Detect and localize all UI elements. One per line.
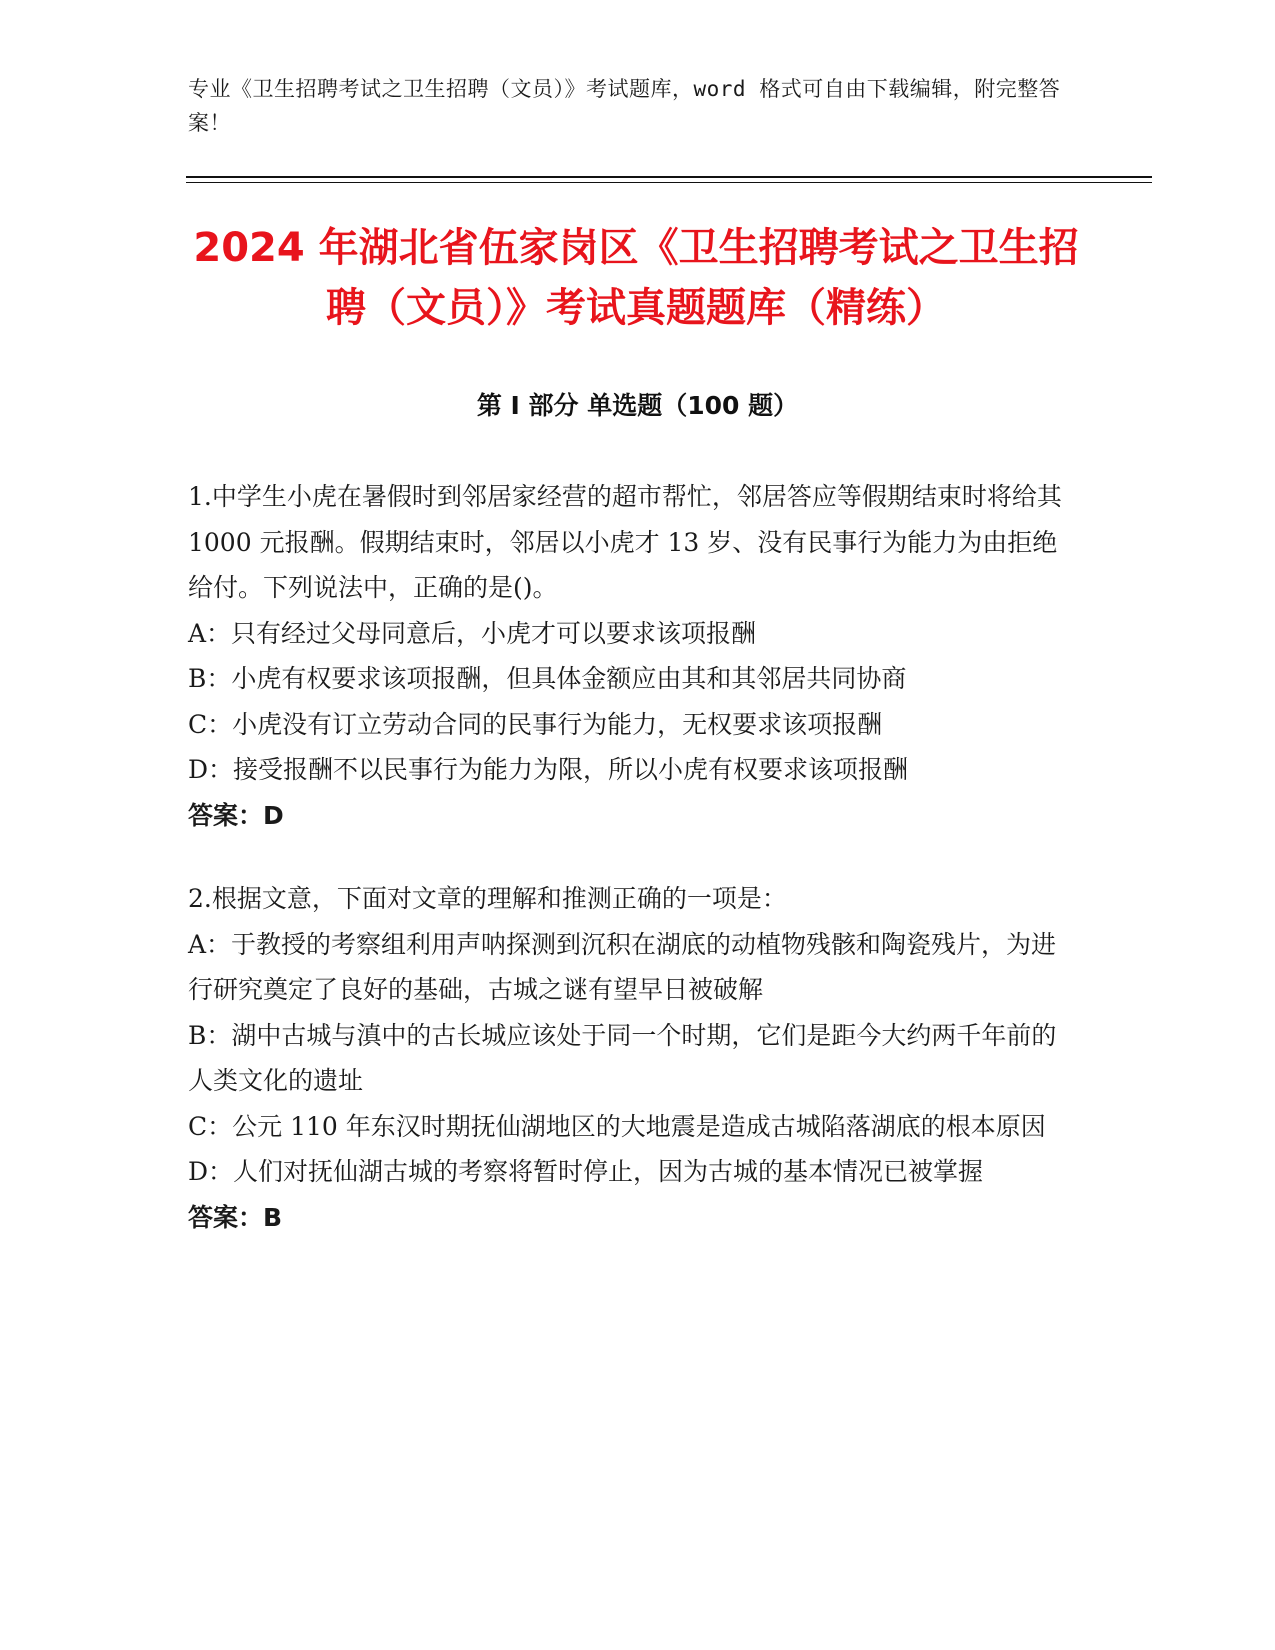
answer-label: 答案：D	[188, 800, 284, 830]
header-note: 专业《卫生招聘考试之卫生招聘（文员）》考试题库，word 格式可自由下载编辑，附完整答案！	[188, 77, 1061, 135]
header-divider-thin	[186, 182, 1152, 183]
option-a: A：于教授的考察组利用声呐探测到沉积在湖底的动植物残骸和陶瓷残片，为进行研究奠定了良好的基础，古城之谜有望早日被破解	[188, 929, 1057, 1004]
option-d: D：人们对抚仙湖古城的考察将暂时停止，因为古城的基本情况已被掌握	[188, 1157, 984, 1186]
header-divider-thick	[186, 176, 1152, 178]
question-stem: 2.根据文意，下面对文章的理解和推测正确的一项是：	[188, 884, 787, 913]
option-b: B：小虎有权要求该项报酬，但具体金额应由其和其邻居共同协商	[188, 664, 907, 693]
answer-label: 答案：B	[188, 1202, 283, 1232]
option-c: C：小虎没有订立劳动合同的民事行为能力，无权要求该项报酬	[188, 709, 883, 739]
option-d: D：接受报酬不以民事行为能力为限，所以小虎有权要求该项报酬	[188, 755, 909, 784]
question-2	[188, 876, 1068, 1240]
document-title: 2024 年湖北省伍家岗区《卫生招聘考试之卫生招聘（文员）》考试真题题库（精练）	[193, 225, 1079, 331]
question-stem: 1.中学生小虎在暑假时到邻居家经营的超市帮忙，邻居答应等假期结束时将给其 1000 元报酬。假期结束时，邻居以小虎才 13 岁、没有民事行为能力为由拒绝给付。下列说法中，正确的是()。	[188, 482, 1062, 602]
option-a: A：只有经过父母同意后，小虎才可以要求该项报酬	[188, 618, 757, 648]
question-1	[188, 474, 1068, 838]
option-c: C：公元 110 年东汉时期抚仙湖地区的大地震是造成古城陷落湖底的根本原因	[188, 1111, 1046, 1141]
option-b: B：湖中古城与滇中的古长城应该处于同一个时期，它们是距今大约两千年前的人类文化的遗址	[188, 1020, 1057, 1095]
section-heading: 第 I 部分 单选题（100 题）	[476, 391, 799, 420]
